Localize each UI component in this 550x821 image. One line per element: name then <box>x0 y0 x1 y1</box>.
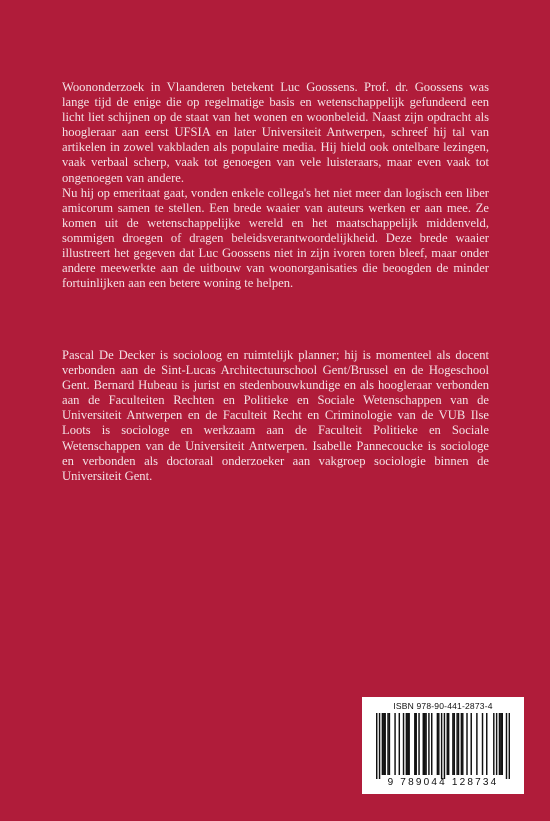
barcode-bar <box>454 713 455 775</box>
barcode-bar <box>383 713 384 775</box>
barcode-bar <box>384 713 385 775</box>
barcode-bar <box>418 713 419 775</box>
barcode-bar <box>471 713 472 775</box>
barcode-bar <box>438 713 439 775</box>
barcode-bar <box>444 713 445 779</box>
isbn-label: ISBN 978-90-441-2873-4 <box>393 701 493 711</box>
barcode-icon <box>376 713 510 779</box>
barcode-bar <box>389 713 390 775</box>
barcode-bar <box>425 713 426 775</box>
barcode-bar <box>399 713 400 775</box>
barcode-bar <box>423 713 424 775</box>
isbn-barcode-box <box>362 697 524 794</box>
barcode-bar <box>506 713 507 779</box>
barcode-bar <box>407 713 408 775</box>
barcode-bar <box>394 713 395 775</box>
barcode-bar <box>441 713 442 779</box>
barcode-bar <box>406 713 407 775</box>
barcode-bar <box>496 713 497 775</box>
barcode-bar <box>448 713 449 775</box>
barcode-bar <box>466 713 467 775</box>
barcode-bar <box>447 713 448 775</box>
barcode-bar <box>452 713 453 775</box>
barcode-bar <box>458 713 459 775</box>
barcode-bar <box>509 713 510 779</box>
barcode-bar <box>461 713 462 775</box>
author-bio-paragraph: Pascal De Decker is socioloog en ruimtelijk planner; hij is momenteel als docent verbonden aan de Sint-Lucas Architectuurschool Gent/Brussel en de Hogeschool Gent. Bernard Hubeau is jurist en stedenbouwkundige en als hoogleraar verbonden aan de Faculteiten Rechten en Politieke en Sociale Wetenschappen van de Universiteit Antwerpen en de Faculteit Recht en Criminologie van de VUB Ilse Loots is sociologe en werkzaam aan de Faculteit Politieke en Sociale Wetenschappen van de Universiteit Antwerpen. Isabelle Pannecoucke is sociologe en verbonden als doctoraal onderzoeker aan vakgroep sociologie binnen de Universiteit Gent. <box>62 348 489 483</box>
blurb-text <box>62 80 489 291</box>
barcode-bar <box>382 713 383 775</box>
barcode-bar <box>387 713 388 775</box>
barcode-bar <box>456 713 457 775</box>
barcode-digits: 9 789044 128734 <box>387 777 499 788</box>
author-bio <box>62 348 489 484</box>
blurb-paragraph-1: Woononderzoek in Vlaanderen betekent Luc Goossens. Prof. dr. Goossens was lange tijd de enige die op regelmatige basis en wetenschappelijk gefundeerd een licht liet schijnen op de staat van het wonen en woonbeleid. Naast zijn opdracht als hoogleraar aan eerst UFSIA en later Universiteit Antwerpen, schreef hij tal van artikelen in zowel vakbladen als populaire media. Hij hield ook ontelbare lezingen, vaak verbaal scherp, vaak tot genoegen van vele luisteraars, maar even vaak tot ongenoegen van andere. <box>62 80 489 185</box>
barcode-bar <box>431 713 432 775</box>
barcode-bar <box>408 713 409 775</box>
barcode-bar <box>403 713 404 775</box>
barcode-bar <box>493 713 494 775</box>
barcode-bar <box>482 713 483 775</box>
barcode-bar <box>414 713 415 775</box>
barcode-bar <box>376 713 377 779</box>
barcode-bar <box>462 713 463 775</box>
barcode-bar <box>424 713 425 775</box>
barcode-bar <box>437 713 438 775</box>
barcode-bar <box>499 713 500 775</box>
barcode-bar <box>500 713 501 775</box>
barcode-bar <box>502 713 503 775</box>
barcode-bar <box>428 713 429 775</box>
blurb-paragraph-2: Nu hij op emeritaat gaat, vonden enkele collega's het niet meer dan logisch een liber amicorum samen te stellen. Een brede waaier van auteurs werken er aan mee. Ze komen uit de wetenschappelijke wereld en het maatschappelijk middenveld, sommigen droegen of dragen beleidsverantwoordelijkheid. Deze brede waaier illustreert het gegeven dat Luc Goossens niet in zijn ivoren toren bleef, maar onder andere meewerkte aan de uitbouw van woonorganisaties die beoogden de minder fortuinlijken aan een betere woning te helpen. <box>62 185 489 291</box>
barcode-bar <box>486 713 487 775</box>
barcode-bar <box>476 713 477 775</box>
barcode-bar <box>379 713 380 779</box>
barcode-bar <box>415 713 416 775</box>
